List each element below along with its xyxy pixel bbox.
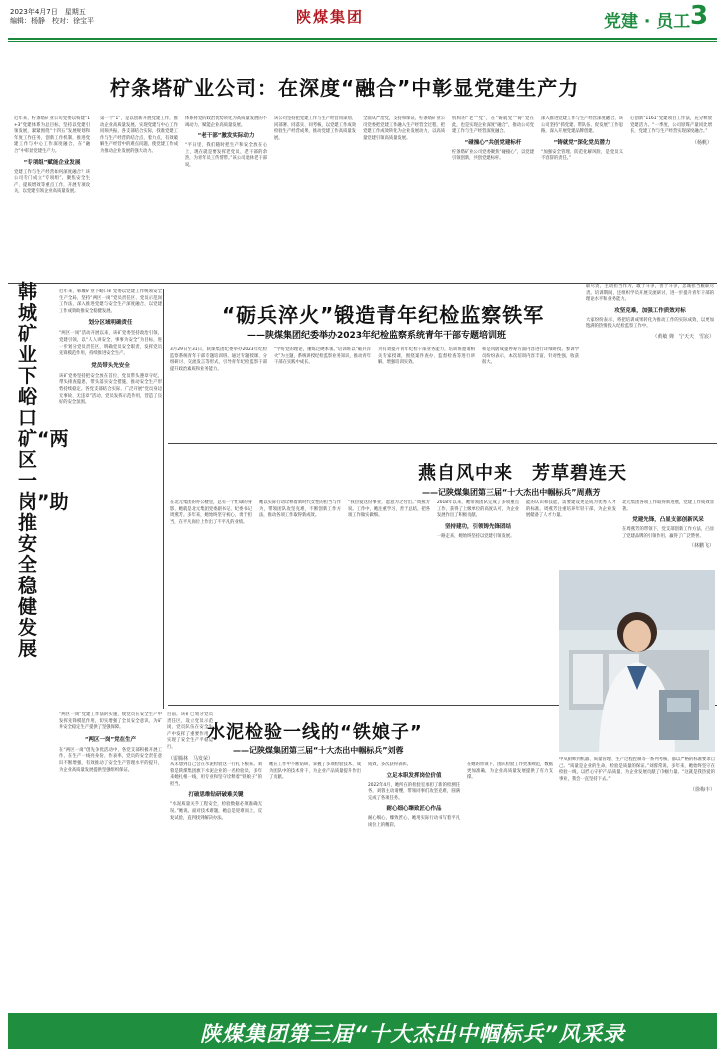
vertical-divider-1 — [163, 289, 164, 709]
article-3-section-1: 攻坚克难，加强工作质效对标 — [614, 307, 686, 314]
article-1-col-1: 近年来，柠条塔矿业公司党委以构建“1+3”党建体系为总目标，坚持以党建引领发展，紧紧围绕“十四五”发展规划和年度工作任务，创新工作机制，推进党建工作与中心工作深度融合，在“融合”中彰显党建生产力。 “专项组”赋能企业发展 党建工作与生产经营如何深度融合？该公司专门成立“专项组”，聚焦安全生产、提质增效等重点工作，开展专项攻关，以党建引领企业高质量发展。 — [14, 116, 90, 195]
article-1-title: 柠条塔矿业公司：在深度“融合”中彰显党建生产力 — [110, 76, 580, 100]
article-3-col-4: 和是风蔚成提停筹方面内容进行详细讲授。参训学员纷纷表示，本次培训内容丰富、针对性强，收获很大。 — [482, 347, 579, 366]
article-4-byline: （林鹏飞） — [688, 543, 714, 550]
section-name: 党建 · 员工 — [604, 12, 691, 32]
article-3-col-3: 为有效提升青年纪检干部业务能力，培训班邀请相关专家授课，围绕案件查办、监督检查等进行讲解，增强培训实效。 — [378, 347, 475, 366]
article-4-col-4: 2018年以来，她带领团队完成了多项重点工作，获得了上级单位的高度认可，为企业发展作出了积极贡献。 坚持建功，引领铸先锋团结 一路走来，她始终坚持以党建引领发展。 — [437, 500, 519, 539]
article-1-section-1: “专项组”赋能企业发展 — [23, 159, 81, 166]
article-1-col-8: 心创新“1161”党建项目工作法，充分释放党建活力。“一季度，公司原煤产量同比增长，党建工作与生产经营实现深度融合。” （杨帆） — [630, 116, 712, 146]
article-2-section-1: 划分区域明确责任 — [88, 320, 133, 327]
horizontal-divider-2 — [168, 443, 717, 444]
article-4-col-5: 能的认识和技能，需要建设更是成为优秀人才的标准。周燕芳注重培养年轻干部，为企业发展储备了人才力量。 — [526, 500, 616, 519]
article-1-col-7: 深入推进党建工作与生产经营深度融合，该公司坚持“抓党建、带队伍、促发展”工作思路，深入开展党建品牌创建。 “铸就党”深化党员潜力 “加强安全管理，防范化解风险，是党员义不容辞的责任。” — [541, 116, 623, 162]
article-1-section-4: “铸就党”深化党员潜力 — [553, 139, 611, 146]
article-5-section-1: 打破思维钻研破难关键 — [188, 792, 244, 799]
article-1-section-3: “碰撞心”共创党建标杆 — [464, 139, 522, 146]
article-2-col-2: “两区一岗”党建工作法的实施，使党员在安全生产中发挥先锋模范作用，切实增强了全员安全意识，为矿井安全稳定生产提供了坚强保障。 “两区一岗”党在生产 在“两区一岗”创先争优活动中，各党支部积极开展工作，在生产一线亮身份、作表率，党员的安全责任意识不断增强，有效推动了安全生产管理水平的提升，为企业高质量发展提供坚强组织保证。 — [59, 712, 162, 773]
article-4-subtitle: ——记陕煤集团第三届“十大杰出中帼标兵”周燕芳 — [422, 488, 601, 497]
article-1-col-3: 体系将党的政治优势转化为高质量发展的不竭动力，赋能企业高质量发展。 “老干部”激发实际动力 “平日里，我们随时把生产和安全放在心上，现在就是要发挥老党员、老干部的余热，为青年员工传帮带。”该公司退休老干部说。 — [185, 116, 267, 168]
article-1-col-5: 全面从严治党，支持和保证，柠条塔矿业公司党委把党建工作融入生产经营全过程，把党建工作成效转化为企业发展动力，以高质量党建引领高质量发展。 — [363, 116, 445, 141]
article-1-byline: （杨帆） — [691, 139, 712, 146]
article-3-title: “砺兵淬火”锻造青年纪检监察铁军 — [222, 303, 545, 327]
newspaper-name: 陕煤集团 — [296, 8, 365, 26]
article-5-section-2: 立足本职发挥岗位价值 — [386, 772, 442, 779]
article-2-byline: （雷腾林 马发荣） — [167, 755, 213, 762]
lab-worker-photo-illustration — [559, 570, 715, 752]
article-3-col-1: 3月29日至31日，陕煤集团纪委举办2023年纪检监察系统青年干部专题培训班，通过专题授课、分组研讨、交流发言等形式，引导青年纪检监察干部提升政治素质和业务能力。 — [170, 347, 267, 372]
editor-credits: 编辑：杨静 校对：徐宝平 — [10, 17, 94, 25]
article-3-byline: （黄敏 婵 宁天天 雪宸） — [652, 333, 714, 340]
article-2-section-3: “两区一岗”党在生产 — [84, 736, 137, 743]
article-5-subtitle: ——记陕煤集团第三届“十大杰出中帼标兵”刘蓉 — [233, 746, 404, 755]
article-5-col-4: 在她的带领下，团队检验工作更加规范，数据更加准确，为企业高质量发展提供了有力支撑。 — [467, 762, 553, 781]
article-5-byline: （徐梅丰） — [689, 787, 715, 794]
article-3-subtitle: ——陕煤集团纪委举办2023年纪检监察系统青年干部专题培训班 — [247, 331, 507, 341]
issue-date: 2023年4月7日 星期五 — [10, 8, 86, 16]
article-3-col-2: “学好党的理论，锤炼过硬本领。”培训班以“砺兵淬火”为主题，系统讲授纪检监察业务知识，推动青年干部在实践中成长。 — [274, 347, 371, 366]
article-1-col-6: 机构的“老”“党”，在“铸就党”“铸”党在此，也是实现企业深度“融合”，推动公司党建工作与生产经营深度融合。 “碰撞心”共创党建标杆 柠条塔矿业公司党委聚焦“碰撞心”，以党建引领创新，共创党建标杆。 — [452, 116, 534, 162]
article-1-section-2: “老干部”激发实际动力 — [197, 133, 255, 140]
article-4-col-1: 在北元集团的办公楼里，总有一个忙碌的身影，她就是北元集团党委副书记、纪委书记周燕芳。多年来，她始终坚守初心，勇于担当，在平凡岗位上作出了不平凡的业绩。 — [170, 500, 252, 525]
article-2-title: 韩城矿业下峪口矿“两区一岗”助推安全稳健发展 — [18, 281, 69, 660]
article-3-col-5: 职尽责，主动担当作为，敢于斗争，善于斗争，忠诚担当履职尽责。培训期间，还组织学员开展交流研讨，进一步提升青年干部的理论水平和业务能力。 攻坚克难，加强工作质效对标 大家纷纷表示，将把培训成果转化为推动工作的实际成效，以更加饱满的热情投入纪检监察工作中。 （黄敏 婵 宁天天 雪宸） — [586, 284, 714, 340]
article-4-title: 燕自风中来 芳草碧连天 — [418, 463, 627, 484]
article-2-col-1: 近年来，韩城矿业下峪口矿党委以党建工作统领安全生产全局，坚持“两区一岗”党员责任区、党员示范岗工作法，深入推进党建与安全生产深度融合，以党建工作成效助推安全稳健发展。 划分区域明确责任 “两区一岗”活动开展以来，该矿党委坚持政治引领，党建引领，以“人人讲安全、事事为安全”为目标，进一步划分党员责任区，明确党员安全职责，发挥党员先锋模范作用，持续推进安全生产。 党员带头先安全 该矿党委坚持把安全放在首位，党员带头遵章守纪，带头排查隐患，带头落实安全措施，推动安全生产形势持续稳定。各党支部结合实际，广泛开展“党员身边无事故、无违章”活动，党员发挥示范作用，营造了良好的安全氛围。 — [59, 289, 162, 406]
portrait-photo — [559, 570, 715, 752]
article-4-col-2: 她以实际行动诠释着新时代女性的担当与作为，带领团队攻坚克难，不断创新工作方法，推动各项工作取得新成效。 — [259, 500, 341, 519]
issue-date-editors — [10, 8, 94, 26]
article-1-col-4: 该公司坚持把党建工作与生产经营同谋划、同部署、同落实、同考核，以党建工作成效检验生产经营成果，推动党建工作高质量发展。 — [274, 116, 356, 141]
article-2-section-2: 党员带头先安全 — [91, 362, 130, 369]
page-number: 3 — [690, 1, 709, 31]
article-5-col-5: 中从厨师到机器、质量管理、生产过程控制等一系列考核，都以严格的标准要求自己。“质量是企业的生命，检验是质量的保证。”刘蓉常说。多年来，她始终坚守在检验一线，以匠心守护产品质量，为企业发展贡献了巾帼力量。“这就是我热爱的事业，我会一直坚持下去。” （徐梅丰） — [559, 757, 715, 794]
bottom-banner-text: 陕煤集团第三届“十大杰出中帼标兵”风采录 — [200, 1022, 626, 1046]
article-4-col-6: 北元集团各项工作取得新进展，党建工作成效显著。 党建先锋，凸显支部创新风采 在周燕芳的带领下，党支部创新工作方法，凸显了党建品牌的引领作用，赢得了广泛赞誉。 （林鹏飞） — [622, 500, 714, 550]
article-1-col-2: 第一个“1”，是以创新开展党建工作，推动企业高质量发展。实现党建与中心工作同频共振，各支部结合实际，找准党建工作与生产经营的结合点、着力点，有效破解生产经营中的难点问题，使党建工作成为推动企业发展的强大动力。 — [100, 116, 178, 154]
article-5-col-2: 她在工作中不断钻研，掌握了多项检验技术，成为团队中的技术骨干，为企业产品质量提升作出了贡献。 — [269, 762, 361, 781]
article-5-section-3: 耐心细心臻致匠心作品 — [386, 806, 442, 813]
masthead-rule — [8, 38, 717, 40]
article-5-col-1: 从未想到自己会在水泥检验这一行扎下根来。刘蓉是陕煤集团旗下水泥企业的一名检验员，多年来她扎根一线，用专业和坚守诠释着“铁娘子”的担当。 打破思维钻研破难关键 “水泥质量关乎工程安全，检验数据必须准确无误。”她说。面对技术难题，她总是迎难而上，反复试验，直到找到解决办法。 — [170, 762, 262, 821]
article-4-col-3: “我热爱这份事业，愿意为之付出。”周燕芳说。工作中，她注重学习，善于总结，把各项工作做实做细。 — [348, 500, 430, 519]
article-5-title: 水泥检验一线的“铁娘子” — [207, 722, 423, 743]
article-4-section-2: 党建先锋，凸显支部创新风采 — [632, 517, 704, 524]
article-5-col-3: 成效，多次获得表彰。 立足本职发挥岗位价值 2022年4月，她所在的检验室承担了新的检测任务，刘蓉主动请缨，带领同事们攻坚克难，圆满完成了各项任务。 耐心细心臻致匠心作品 耐心细心，臻致匠心，她用实际行动书写着平凡岗位上的精彩。 — [368, 762, 460, 828]
article-2-col-3: 目前，该矿已划分党员责任区，设立党员示范岗，党员队伍在安全生产中发挥了重要作用，实现了安全生产平稳运行。 （雷腾林 马发荣） — [167, 712, 213, 762]
masthead-rule-thin — [8, 41, 717, 42]
article-4-section-1: 坚持建功，引领铸先锋团结 — [444, 523, 511, 530]
